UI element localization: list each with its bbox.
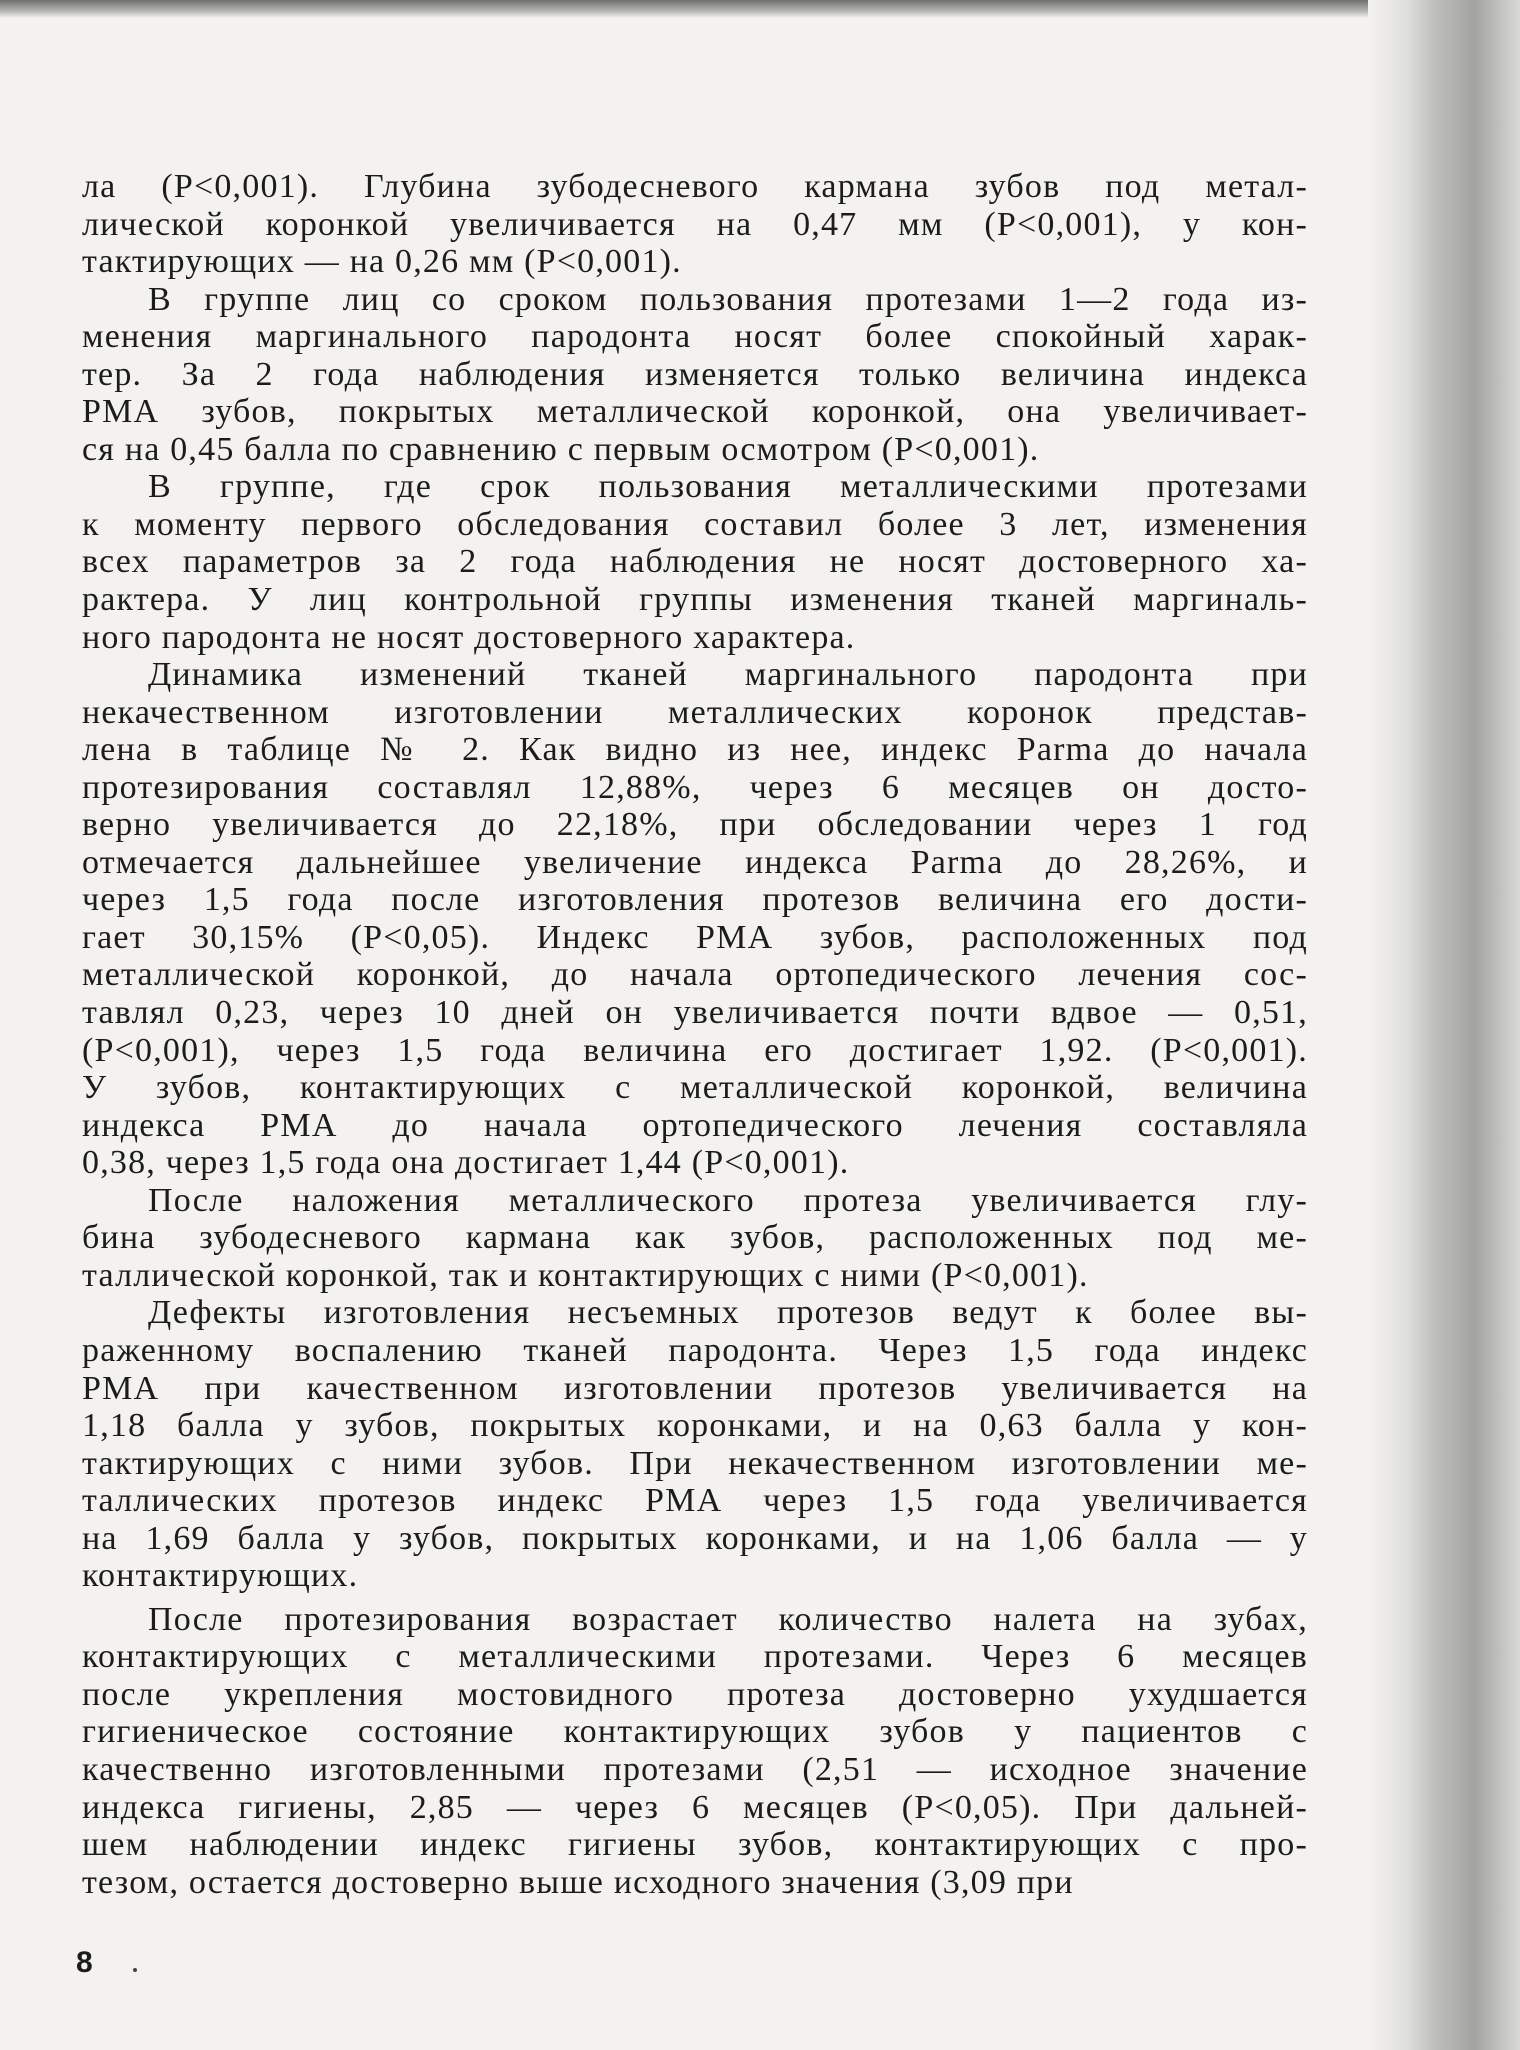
- paragraph: [82, 168, 1308, 281]
- text-line: таллической коронкой, так и контактирующих с ними (P<0,001).: [82, 1256, 1089, 1294]
- print-speck: [133, 1968, 137, 1972]
- text-line: гигиеническое состояние контактирующих зубов у пациентов с: [82, 1713, 1308, 1751]
- text-line: всех параметров за 2 года наблюдения не носят достоверного ха-: [82, 543, 1308, 581]
- text-line: После наложения металлического протеза увеличивается глу-: [148, 1181, 1308, 1219]
- text-line: (P<0,001), через 1,5 года величина его достигает 1,92. (P<0,001).: [82, 1031, 1308, 1069]
- text-line: После протезирования возрастает количество налета на зубах,: [148, 1600, 1308, 1638]
- text-line: индекса РМА до начала ортопедического лечения составляла: [82, 1106, 1308, 1144]
- text-line: некачественном изготовлении металлических коронок представ-: [82, 693, 1308, 731]
- text-line: после укрепления мостовидного протеза достоверно ухудшается: [82, 1675, 1308, 1713]
- paragraph: [82, 1294, 1308, 1594]
- text-line: протезирования составлял 12,88%, через 6 месяцев он досто-: [82, 768, 1308, 806]
- text-line: В группе, где срок пользования металлическими протезами: [148, 468, 1308, 506]
- paragraph: [82, 1182, 1308, 1295]
- text-line: качественно изготовленными протезами (2,51 — исходное значение: [82, 1750, 1308, 1788]
- text-line: индекса гигиены, 2,85 — через 6 месяцев (P<0,05). При дальней-: [82, 1788, 1308, 1826]
- text-line: ся на 0,45 балла по сравнению с первым осмотром (P<0,001).: [82, 430, 1040, 468]
- text-line: тактирующих с ними зубов. При некачественном изготовлении ме-: [82, 1444, 1308, 1482]
- text-line: 0,38, через 1,5 года она достигает 1,44 (P<0,001).: [82, 1144, 850, 1182]
- paragraph: [82, 468, 1308, 656]
- text-line: верно увеличивается до 22,18%, при обследовании через 1 год: [82, 806, 1308, 844]
- page-body: [82, 168, 1308, 1901]
- text-line: менения маргинального пародонта носят более спокойный харак-: [82, 318, 1308, 356]
- text-line: У зубов, контактирующих с металлической коронкой, величина: [82, 1069, 1308, 1107]
- text-line: тактирующих — на 0,26 мм (P<0,001).: [82, 243, 682, 281]
- paragraph: [82, 281, 1308, 469]
- page-number: 8: [76, 1946, 93, 1979]
- text-line: лической коронкой увеличивается на 0,47 мм (P<0,001), у кон-: [82, 205, 1308, 243]
- text-line: через 1,5 года после изготовления протезов величина его дости-: [82, 881, 1308, 919]
- text-line: отмечается дальнейшее увеличение индекса Parma до 28,26%, и: [82, 843, 1308, 881]
- text-line: контактирующих с металлическими протезами. Через 6 месяцев: [82, 1638, 1308, 1676]
- paragraph: [82, 656, 1308, 1182]
- scan-top-shadow: [0, 0, 1390, 18]
- text-line: металлической коронкой, до начала ортопедического лечения сос-: [82, 956, 1308, 994]
- text-line: к моменту первого обследования составил более 3 лет, изменения: [82, 505, 1308, 543]
- text-line: ла (P<0,001). Глубина зубодесневого кармана зубов под метал-: [82, 168, 1308, 205]
- text-line: тавлял 0,23, через 10 дней он увеличивается почти вдвое — 0,51,: [82, 994, 1308, 1032]
- scan-page-edge-shadow: [1368, 0, 1520, 2050]
- paragraph: [82, 1601, 1308, 1901]
- text-line: РМА зубов, покрытых металлической коронкой, она увеличивает-: [82, 393, 1308, 431]
- text-line: РМА при качественном изготовлении протезов увеличивается на: [82, 1369, 1308, 1407]
- text-line: тер. За 2 года наблюдения изменяется только величина индекса: [82, 355, 1308, 393]
- text-line: таллических протезов индекс РМА через 1,5 года увеличивается: [82, 1482, 1308, 1520]
- text-line: рактера. У лиц контрольной группы изменения тканей маргиналь-: [82, 581, 1308, 619]
- text-line: гает 30,15% (P<0,05). Индекс РМА зубов, расположенных под: [82, 918, 1308, 956]
- text-line: Дефекты изготовления несъемных протезов ведут к более вы-: [148, 1294, 1308, 1332]
- text-line: 1,18 балла у зубов, покрытых коронками, и на 0,63 балла у кон-: [82, 1407, 1308, 1445]
- text-line: бина зубодесневого кармана как зубов, расположенных под ме-: [82, 1219, 1308, 1257]
- text-line: тезом, остается достоверно выше исходного значения (3,09 при: [82, 1863, 1074, 1901]
- text-line: В группе лиц со сроком пользования протезами 1—2 года из-: [148, 280, 1308, 318]
- text-line: контактирующих.: [82, 1557, 359, 1595]
- text-line: Динамика изменений тканей маргинального пародонта при: [148, 656, 1308, 694]
- text-line: ного пародонта не носят достоверного характера.: [82, 618, 856, 656]
- text-line: раженному воспалению тканей пародонта. Через 1,5 года индекс: [82, 1331, 1308, 1369]
- text-line: на 1,69 балла у зубов, покрытых коронками, и на 1,06 балла — у: [82, 1519, 1308, 1557]
- text-line: шем наблюдении индекс гигиены зубов, контактирующих с про-: [82, 1826, 1308, 1864]
- text-line: лена в таблице № 2. Как видно из нее, индекс Parma до начала: [82, 731, 1308, 769]
